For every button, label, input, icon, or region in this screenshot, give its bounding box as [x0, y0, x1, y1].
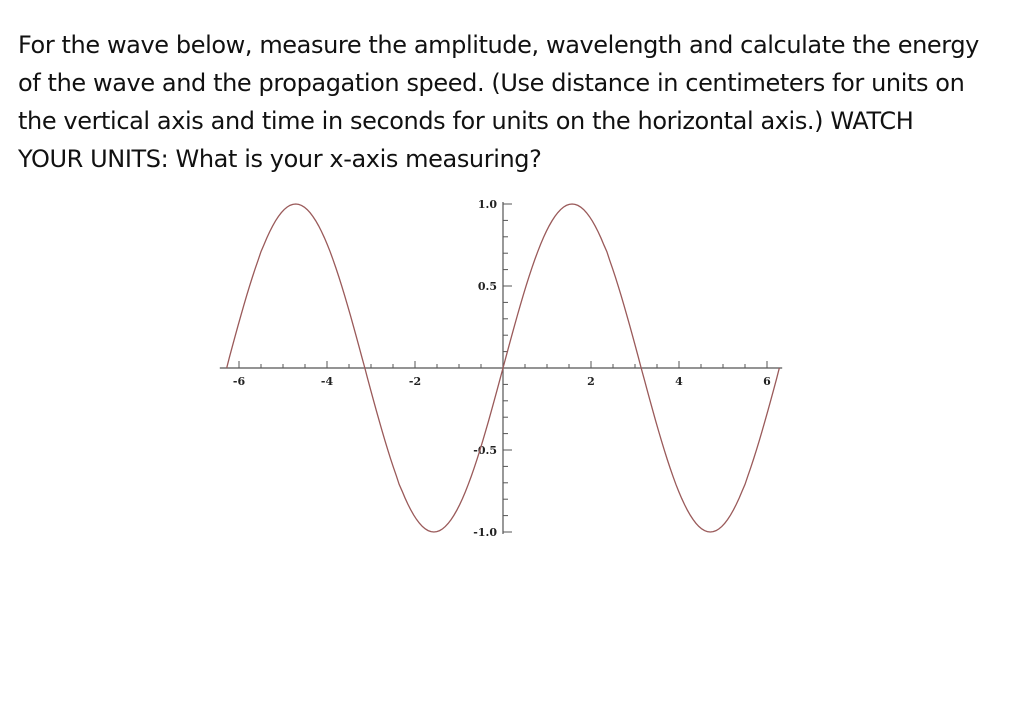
question-line: the vertical axis and time in seconds for units on the horizontal axis.) WATCH: [18, 107, 914, 135]
y-tick-label: 0.5: [477, 280, 497, 293]
x-tick-label: -4: [320, 375, 334, 388]
question-line: YOUR UNITS: What is your x-axis measuring?: [18, 145, 542, 173]
y-tick-label: -1.0: [473, 526, 497, 539]
x-tick-label: -6: [232, 375, 246, 388]
x-tick-label: 6: [763, 375, 771, 388]
y-tick-label: 1.0: [477, 198, 497, 211]
question-line: of the wave and the propagation speed. (Use distance in centimeters for units on: [18, 69, 965, 97]
y-tick-label: -0.5: [473, 444, 497, 457]
x-tick-label: -2: [408, 375, 422, 388]
x-tick-label: 2: [587, 375, 595, 388]
question-line: For the wave below, measure the amplitude, wavelength and calculate the energy: [18, 31, 979, 59]
x-tick-label: 4: [675, 375, 683, 388]
